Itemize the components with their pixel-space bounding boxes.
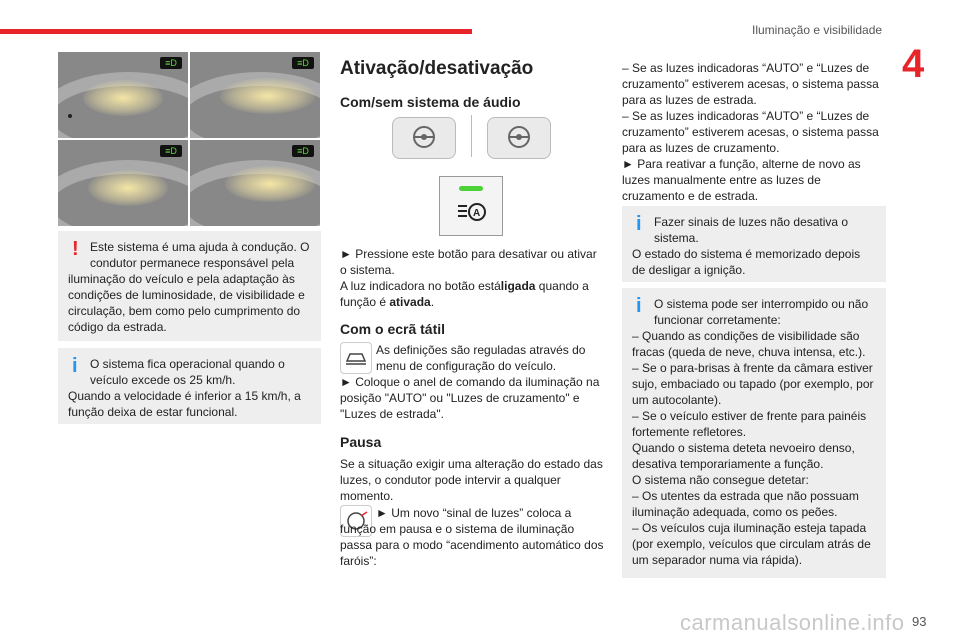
divider	[471, 115, 472, 157]
info-note-speed	[58, 348, 321, 424]
press-instructions	[340, 246, 605, 310]
right-column-text	[622, 60, 886, 204]
press-text: ► Pressione este botão para desativar ou ativar o sistema.	[340, 247, 597, 277]
page-number: 93	[912, 614, 927, 629]
header-accent-bar	[0, 29, 472, 34]
headlamp-indicator-icon: ≡D	[292, 145, 314, 157]
steering-wheel-icon	[487, 117, 551, 159]
touch-text2: ► Coloque o anel de comando da iluminação na posição "AUTO" ou "Luzes de cruzamento" e "Luzes de estrada".	[340, 375, 600, 421]
high-beam-illustration	[58, 52, 320, 226]
section-title: Iluminação e visibilidade	[752, 23, 883, 37]
info-icon: i	[636, 213, 642, 235]
touch-text1: As definições são reguladas através do menu de configuração do veículo.	[376, 343, 586, 373]
right-line-2: – Se as luzes indicadoras “AUTO” e “Luzes de cruzamento” estiverem acesas, o sistema passa para as luzes de cruzamento.	[622, 109, 879, 155]
limitation-item: – Os veículos cuja iluminação esteja tapada (por exemplo, veículos que circulam atrás de um separador numa via rápida).	[632, 521, 871, 567]
warning-icon: !	[72, 238, 79, 260]
chapter-number: 4	[902, 42, 925, 86]
info-text-first: O sistema fica operacional quando o veículo excede os 25 km/h.	[90, 357, 285, 387]
headlamp-indicator-icon: ≡D	[160, 57, 182, 69]
warning-text-rest: iluminação do veículo e pela adaptação às condições de luminosidade, de visibilidade e circulação, bem como pelo cumprimento do código da estrada.	[68, 272, 305, 334]
panel-4	[190, 140, 320, 226]
limitation-item: O sistema não consegue detetar:	[632, 473, 809, 487]
panel-2	[190, 52, 320, 138]
panel-1	[58, 52, 188, 138]
right-line-3: ► Para reativar a função, alterne de novo as luzes manualmente entre as luzes de cruzamento e de estrada.	[622, 157, 861, 203]
auto-high-beam-icon	[457, 201, 487, 223]
info-text-rest: Quando a velocidade é inferior a 15 km/h, a função deixa de estar funcional.	[68, 389, 301, 419]
right-line-1: – Se as luzes indicadoras “AUTO” e “Luzes de cruzamento” estiverem acesas, o sistema passa para as luzes de estrada.	[622, 61, 879, 107]
indicator-text: A luz indicadora no botão estáligada quando a função é ativada.	[340, 279, 589, 309]
auto-high-beam-button[interactable]	[439, 176, 503, 236]
limitation-item: – Os utentes da estrada que não possuam iluminação adequada, como os peões.	[632, 489, 859, 519]
limitation-item: – Se o veículo estiver de frente para painéis fortemente refletores.	[632, 409, 867, 439]
limitation-item: – Quando as condições de visibilidade são fracas (queda de neve, chuva intensa, etc.).	[632, 329, 866, 359]
subtitle-pause: Pausa	[340, 434, 382, 450]
limitation-item: Quando o sistema deteta nevoeiro denso, desativa temporariamente a função.	[632, 441, 855, 471]
pause-text2: ► Um novo “sinal de luzes” coloca a função em pausa e o sistema de iluminação passa para o modo “acendimento automático dos faróis”:	[340, 506, 604, 568]
info-icon: i	[636, 295, 642, 317]
car-settings-icon	[340, 342, 372, 374]
headlamp-indicator-icon: ≡D	[292, 57, 314, 69]
info-icon: i	[72, 355, 78, 377]
info-note-flash: i Fazer sinais de luzes não desativa o sistema. O estado do sistema é memorizado depois de desligar a ignição.	[622, 206, 886, 282]
limitation-item: – Se o para-brisas à frente da câmara estiver sujo, embaciado ou tapado (por exemplo, por um autocolante).	[632, 361, 874, 407]
indicator-led	[459, 186, 483, 191]
page-title: Ativação/desativação	[340, 58, 534, 79]
warning-note	[58, 231, 321, 341]
watermark: carmanualsonline.info	[680, 610, 905, 635]
svg-text:A: A	[473, 208, 481, 219]
pause-text1: Se a situação exigir uma alteração do estado das luzes, o condutor pode intervir a qualquer momento.	[340, 457, 603, 503]
warning-text-first: Este sistema é uma ajuda à condução. O condutor permanece responsável pela	[90, 240, 310, 270]
subtitle-touch: Com o ecrã tátil	[340, 321, 446, 337]
headlamp-indicator-icon: ≡D	[160, 145, 182, 157]
steering-wheel-icon	[392, 117, 456, 159]
panel-3	[58, 140, 188, 226]
subtitle-audio: Com/sem sistema de áudio	[340, 94, 521, 110]
info-note-limitations: i O sistema pode ser interrompido ou não funcionar corretamente: – Quando as condições de visibilidade são fracas (queda de neve, chuva intensa, etc.). – Se o para-brisas à frente da câmara estiver sujo, embaciado ou tapado (por exemplo, por um autocolante). – Se o veículo estiver de frente para painéis fortemente refletores. Quando o sistema deteta nevoeiro denso, desativa temporariamente a função. O sistema não consegue detetar: – Os utentes da estrada que não possuam iluminação adequada, como os peões. – Os veículos cuja iluminação esteja tapada (por exemplo, veículos que circulam atrás de um separador numa via rápida).	[622, 288, 886, 578]
